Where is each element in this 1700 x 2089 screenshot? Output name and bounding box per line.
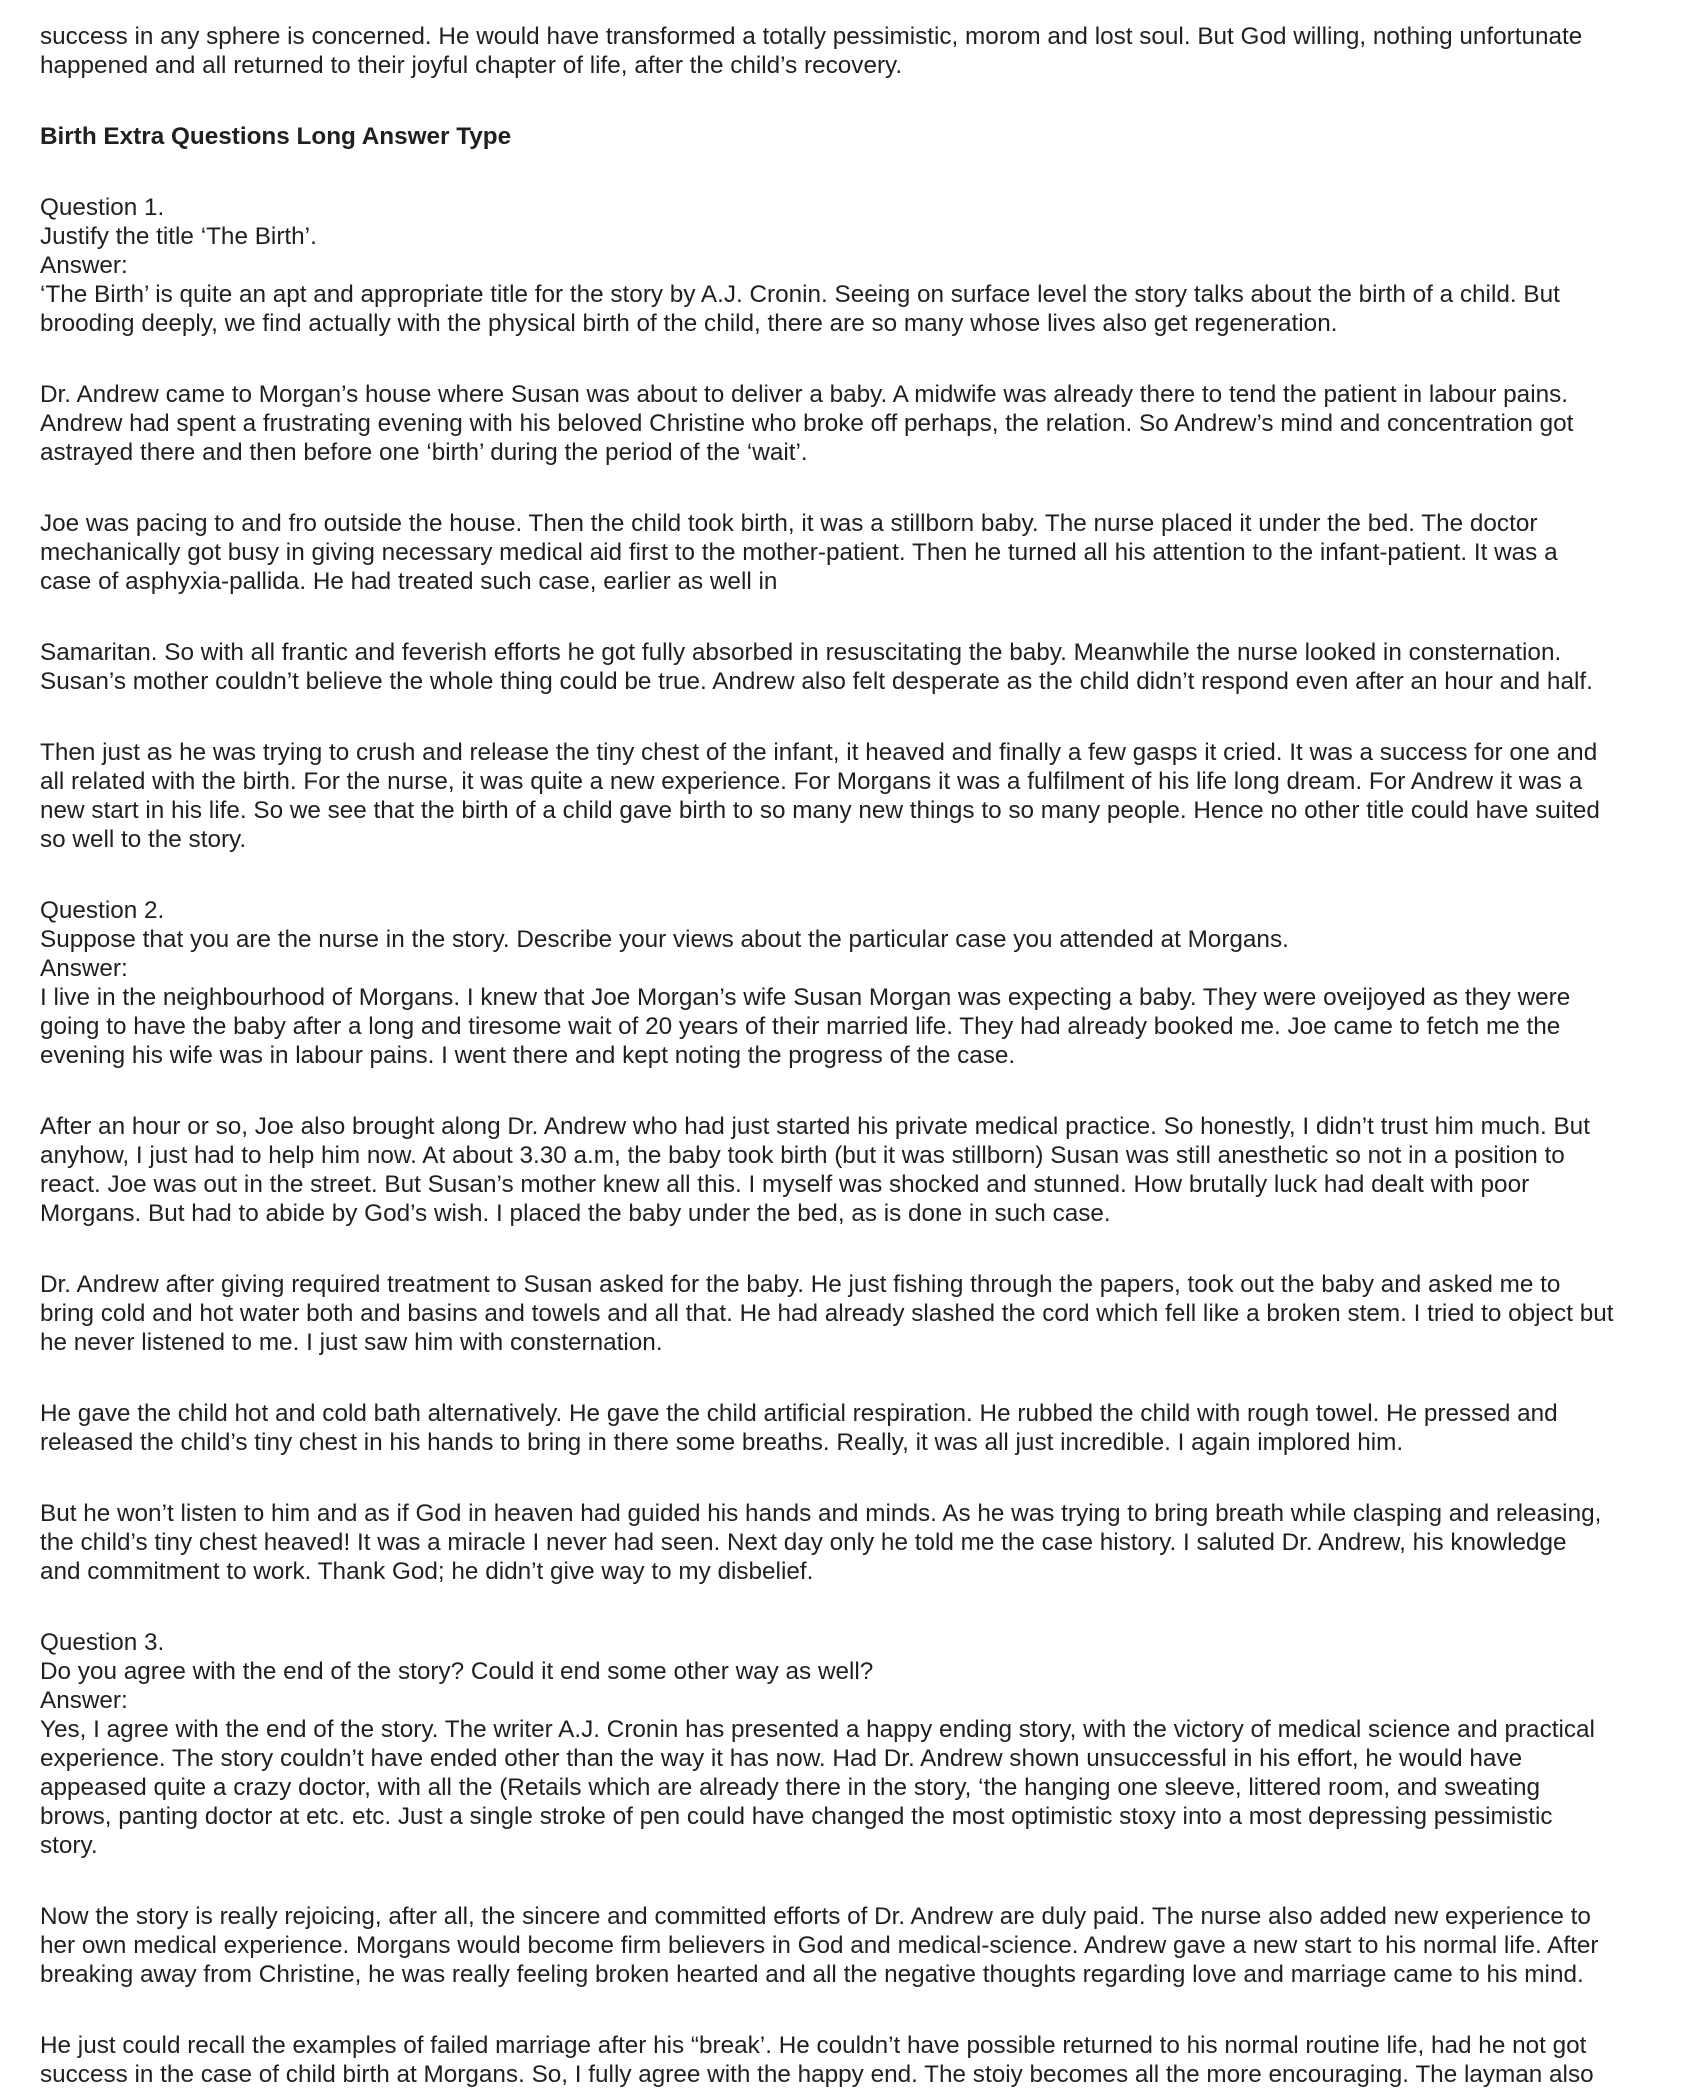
text-line: Dr. Andrew after giving required treatment to Susan asked for the baby. He just fishing through the papers, took out the baby and asked me to: [40, 1271, 1561, 1298]
text-line: He gave the child hot and cold bath alternatively. He gave the child artificial respiration. He rubbed the child with rough towel. He pressed and: [40, 1400, 1558, 1427]
text-line: But he won’t listen to him and as if God in heaven had guided his hands and minds. As he was trying to bring breath while clasping and releasing,: [40, 1500, 1602, 1527]
text-line: Samaritan. So with all frantic and feverish efforts he got fully absorbed in resuscitating the baby. Meanwhile the nurse looked in consternation.: [40, 639, 1562, 666]
answer-paragraph: [40, 380, 1675, 467]
text-line: mechanically got busy in giving necessary medical aid first to the mother-patient. Then he turned all his attention to the infant-patient. It was a: [40, 539, 1558, 566]
question-label: Question 1.: [40, 194, 165, 221]
question-label: Question 3.: [40, 1629, 165, 1656]
answer-paragraph: [40, 1270, 1675, 1357]
text-line: new start in his life. So we see that the birth of a child gave birth to so many new things to so many people. Hence no other title could have suited: [40, 797, 1600, 824]
text-line: Yes, I agree with the end of the story. The writer A.J. Cronin has presented a happy ending story, with the victory of medical science and practical: [40, 1716, 1595, 1743]
answer-paragraph: [40, 2031, 1675, 2089]
text-line: brooding deeply, we find actually with the physical birth of the child, there are so many whose lives also get regeneration.: [40, 310, 1338, 337]
text-line: case of asphyxia-pallida. He had treated such case, earlier as well in: [40, 568, 778, 595]
answer-paragraph: [40, 1399, 1675, 1457]
text-line: he never listened to me. I just saw him with consternation.: [40, 1329, 663, 1356]
question-label: Question 2.: [40, 897, 165, 924]
text-line: anyhow, I just had to help him now. At about 3.30 a.m, the baby took birth (but it was stillborn) Susan was still anesthetic so not in a position to: [40, 1142, 1565, 1169]
answer-paragraph: [40, 738, 1675, 854]
text-line: so well to the story.: [40, 826, 247, 853]
text-line: I live in the neighbourhood of Morgans. I knew that Joe Morgan’s wife Susan Morgan was expecting a baby. They were oveijoyed as they were: [40, 984, 1571, 1011]
answer-paragraph: [40, 1902, 1675, 1989]
text-line: the child’s tiny chest heaved! It was a miracle I never had seen. Next day only he told me the case history. I saluted Dr. Andrew, his knowledge: [40, 1529, 1567, 1556]
text-line: astrayed there and then before one ‘birth’ during the period of the ‘wait’.: [40, 439, 808, 466]
text-line: brows, panting doctor at etc. etc. Just a single stroke of pen could have changed the most optimistic stoxy into a most depressing pessimistic: [40, 1803, 1553, 1830]
answer-paragraph: [40, 1715, 1675, 1860]
question-text: Do you agree with the end of the story? Could it end some other way as well?: [40, 1658, 874, 1685]
text-line: After an hour or so, Joe also brought along Dr. Andrew who had just started his private medical practice. So honestly, I didn’t trust him much. But: [40, 1113, 1590, 1140]
text-line: experience. The story couldn’t have ended other than the way it has now. Had Dr. Andrew shown unsuccessful in his effort, he would have: [40, 1745, 1523, 1772]
answer-paragraph: [40, 638, 1675, 696]
answer-paragraph: [40, 509, 1675, 596]
text-line: and commitment to work. Thank God; he didn’t give way to my disbelief.: [40, 1558, 814, 1585]
text-line: success in the case of child birth at Morgans. So, I fully agree with the happy end. The stoiy becomes all the more encouraging. The layman also: [40, 2061, 1594, 2088]
text-line: her own medical experience. Morgans would become firm believers in God and medical-science. Andrew gave a new start to his normal life. After: [40, 1932, 1599, 1959]
text-line: Morgans. But had to abide by God’s wish. I placed the baby under the bed, as is done in such case.: [40, 1200, 1111, 1227]
intro-paragraph: [40, 22, 1675, 80]
document-page: [40, 22, 1675, 2089]
question-text: Suppose that you are the nurse in the story. Describe your views about the particular case you attended at Morgans.: [40, 926, 1289, 953]
text-line: happened and all returned to their joyful chapter of life, after the child’s recovery.: [40, 52, 903, 79]
text-line: going to have the baby after a long and tiresome wait of 20 years of their married life. They had already booked me. Joe came to fetch me the: [40, 1013, 1561, 1040]
text-line: story.: [40, 1832, 98, 1859]
text-line: ‘The Birth’ is quite an apt and appropriate title for the story by A.J. Cronin. Seeing on surface level the story talks about the birth of a child. But: [40, 281, 1560, 308]
text-line: Now the story is really rejoicing, after all, the sincere and committed efforts of Dr. Andrew are duly paid. The nurse also added new experience to: [40, 1903, 1591, 1930]
answer-paragraph: [40, 983, 1675, 1070]
answer-paragraph: [40, 1499, 1675, 1586]
answer-label: Answer:: [40, 252, 128, 279]
text-line: Then just as he was trying to crush and release the tiny chest of the infant, it heaved and finally a few gasps it cried. It was a success for one and: [40, 739, 1598, 766]
question-3-block: [40, 1628, 1675, 2089]
question-1-block: [40, 193, 1675, 854]
text-line: Dr. Andrew came to Morgan’s house where Susan was about to deliver a baby. A midwife was already there to tend the patient in labour pains.: [40, 381, 1568, 408]
text-line: breaking away from Christine, he was really feeling broken hearted and all the negative thoughts regarding love and marriage came to his mind.: [40, 1961, 1584, 1988]
text-line: Andrew had spent a frustrating evening with his beloved Christine who broke off perhaps, the relation. So Andrew’s mind and concentration got: [40, 410, 1574, 437]
text-line: He just could recall the examples of failed marriage after his “break’. He couldn’t have possible returned to his normal routine life, had he not got: [40, 2032, 1587, 2059]
answer-paragraph: [40, 280, 1675, 338]
text-line: bring cold and hot water both and basins and towels and all that. He had already slashed the cord which fell like a broken stem. I tried to object but: [40, 1300, 1614, 1327]
section-heading: Birth Extra Questions Long Answer Type: [40, 123, 512, 150]
text-line: Joe was pacing to and fro outside the house. Then the child took birth, it was a stillborn baby. The nurse placed it under the bed. The doctor: [40, 510, 1538, 537]
answer-label: Answer:: [40, 955, 128, 982]
text-line: success in any sphere is concerned. He would have transformed a totally pessimistic, morom and lost soul. But God willing, nothing unfortunate: [40, 23, 1583, 50]
text-line: all related with the birth. For the nurse, it was quite a new experience. For Morgans it was a fulfilment of his life long dream. For Andrew it was a: [40, 768, 1583, 795]
answer-label: Answer:: [40, 1687, 128, 1714]
answer-paragraph: [40, 1112, 1675, 1228]
question-2-block: [40, 896, 1675, 1586]
text-line: react. Joe was out in the street. But Susan’s mother knew all this. I myself was shocked and stunned. How brutally luck had dealt with poor: [40, 1171, 1530, 1198]
text-line: appeased quite a crazy doctor, with all the (Retails which are already there in the story, ‘the hanging one sleeve, littered room, and sweating: [40, 1774, 1541, 1801]
text-line: released the child’s tiny chest in his hands to bring in there some breaths. Really, it was all just incredible. I again implored him.: [40, 1429, 1404, 1456]
text-line: Susan’s mother couldn’t believe the whole thing could be true. Andrew also felt desperate as the child didn’t respond even after an hour and half.: [40, 668, 1593, 695]
question-text: Justify the title ‘The Birth’.: [40, 223, 317, 250]
text-line: evening his wife was in labour pains. I went there and kept noting the progress of the case.: [40, 1042, 1016, 1069]
